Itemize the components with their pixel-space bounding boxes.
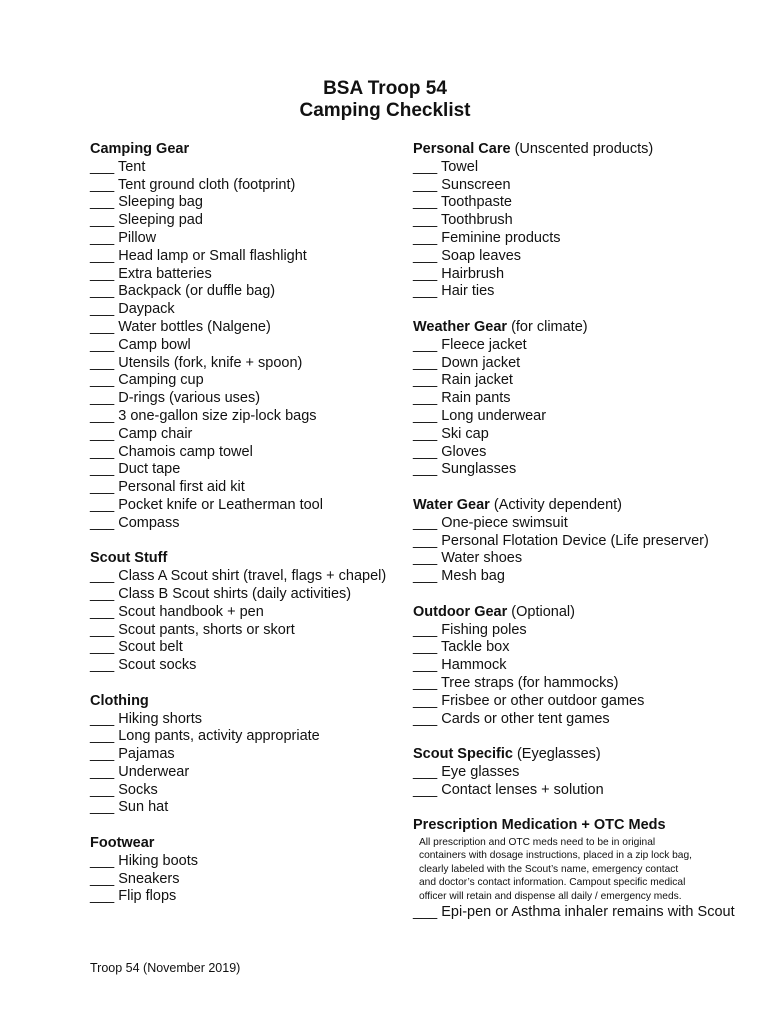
- checklist-item: [90, 479, 408, 497]
- checkbox-blank[interactable]: ___: [90, 514, 115, 531]
- checklist-item: [90, 604, 408, 622]
- item-label: Underwear: [118, 763, 190, 780]
- note-line: containers with dosage instructions, placed in a zip lock bag,: [419, 850, 692, 862]
- right-column: [413, 141, 753, 939]
- checklist-item: [90, 799, 408, 817]
- item-label: Sunglasses: [441, 461, 517, 478]
- checklist-item: [90, 426, 408, 444]
- item-label: Socks: [118, 781, 158, 798]
- medication-note: [413, 836, 753, 903]
- checkbox-blank[interactable]: ___: [413, 194, 438, 211]
- checklist-item: [90, 248, 408, 266]
- item-label: Rain jacket: [441, 372, 513, 389]
- checkbox-blank[interactable]: ___: [90, 852, 115, 869]
- checklist-item: [90, 586, 408, 604]
- checklist-item: [413, 177, 753, 195]
- checkbox-blank[interactable]: ___: [90, 781, 115, 798]
- checklist-item: [413, 426, 753, 444]
- checklist-item: [90, 711, 408, 729]
- section-heading: [413, 746, 753, 764]
- checkbox-blank[interactable]: ___: [413, 283, 438, 300]
- checkbox-blank[interactable]: ___: [90, 461, 115, 478]
- footer-text: Troop 54 (November 2019): [90, 961, 241, 975]
- checklist-item: [413, 550, 753, 568]
- item-label: Gloves: [441, 443, 487, 460]
- note-line: All prescription and OTC meds need to be in original: [419, 837, 656, 849]
- section-heading-note: (Eyeglasses): [516, 746, 601, 763]
- section-heading-bold: Scout Stuff: [90, 550, 168, 567]
- item-label: Flip flops: [118, 888, 177, 905]
- section-heading-bold: Weather Gear: [413, 318, 508, 335]
- checklist-item: [90, 782, 408, 800]
- checklist-item: [90, 319, 408, 337]
- item-label: Hair ties: [441, 283, 495, 300]
- section-heading-note: (Unscented products): [514, 141, 654, 157]
- checkbox-blank[interactable]: ___: [413, 514, 438, 531]
- item-label: Head lamp or Small flashlight: [118, 247, 307, 264]
- checkbox-blank[interactable]: ___: [413, 372, 438, 389]
- checkbox-blank[interactable]: ___: [413, 212, 438, 229]
- checklist-item: [413, 568, 753, 586]
- checkbox-blank[interactable]: ___: [413, 781, 438, 798]
- checklist-item: [90, 266, 408, 284]
- checklist-item: [90, 639, 408, 657]
- checkbox-blank[interactable]: ___: [413, 692, 438, 709]
- item-label: Pillow: [118, 229, 157, 246]
- item-label: D-rings (various uses): [118, 390, 261, 407]
- item-label: Frisbee or other outdoor games: [441, 692, 645, 709]
- item-label: Mesh bag: [441, 568, 505, 585]
- checklist-item: [413, 337, 753, 355]
- checkbox-blank[interactable]: ___: [90, 763, 115, 780]
- section-scout-specific: [413, 746, 753, 799]
- item-label: Hiking boots: [118, 852, 199, 869]
- left-column: [90, 141, 408, 924]
- section-outdoor-gear: [413, 604, 753, 729]
- item-label: Toothpaste: [440, 194, 512, 211]
- item-label: Class B Scout shirts (daily activities): [118, 585, 352, 602]
- checkbox-blank[interactable]: ___: [90, 496, 115, 513]
- item-label: Compass: [118, 514, 180, 531]
- checkbox-blank[interactable]: ___: [90, 247, 115, 264]
- checkbox-blank[interactable]: ___: [90, 746, 115, 763]
- checkbox-blank[interactable]: ___: [90, 621, 115, 638]
- checkbox-blank[interactable]: ___: [90, 354, 115, 371]
- section-footwear: [90, 835, 408, 906]
- item-label: Pocket knife or Leatherman tool: [118, 496, 323, 513]
- checkbox-blank[interactable]: ___: [90, 888, 115, 905]
- checkbox-blank[interactable]: ___: [413, 425, 438, 442]
- checkbox-blank[interactable]: ___: [90, 639, 115, 656]
- checkbox-blank[interactable]: ___: [413, 158, 438, 175]
- checkbox-blank[interactable]: ___: [90, 372, 115, 389]
- checkbox-blank[interactable]: ___: [90, 336, 115, 353]
- checkbox-blank[interactable]: ___: [90, 390, 115, 407]
- checkbox-blank[interactable]: ___: [413, 568, 438, 585]
- checkbox-blank[interactable]: ___: [413, 550, 438, 567]
- item-label: Epi-pen or Asthma inhaler remains with Scout: [441, 904, 735, 921]
- checklist-item: [90, 372, 408, 390]
- section-weather-gear: [413, 319, 753, 479]
- checkbox-blank[interactable]: ___: [90, 425, 115, 442]
- item-label: Pajamas: [118, 746, 175, 763]
- checkbox-blank[interactable]: ___: [90, 728, 115, 745]
- section-heading-note: (Activity dependent): [493, 496, 623, 513]
- item-label: Personal first aid kit: [118, 479, 245, 496]
- checkbox-blank[interactable]: ___: [413, 176, 438, 193]
- item-label: Tree straps (for hammocks): [440, 674, 619, 691]
- item-label: Hammock: [441, 657, 507, 674]
- item-label: Toothbrush: [440, 212, 513, 229]
- checklist-item: [90, 301, 408, 319]
- checklist-item: [90, 355, 408, 373]
- checkbox-blank[interactable]: ___: [90, 301, 115, 318]
- section-heading: Prescription Medication + OTC Meds: [413, 817, 666, 834]
- checklist-item: [90, 568, 408, 586]
- item-label: Tent: [117, 158, 146, 175]
- section-heading-bold: Clothing: [90, 692, 149, 709]
- checklist-item: [90, 230, 408, 248]
- section-heading-note: (Optional): [511, 603, 575, 620]
- checklist-item: [413, 444, 753, 462]
- section-heading-bold: Personal Care: [413, 141, 511, 157]
- checklist-item: [90, 461, 408, 479]
- item-label: Eye glasses: [441, 763, 520, 780]
- item-label: Down jacket: [441, 354, 521, 371]
- item-label: Long pants, activity appropriate: [118, 728, 320, 745]
- right-sections: [413, 141, 753, 799]
- checkbox-blank[interactable]: ___: [90, 657, 115, 674]
- checklist-item: [90, 408, 408, 426]
- item-label: Towel: [440, 158, 479, 175]
- item-label: Sleeping pad: [118, 212, 203, 229]
- checklist-item: [413, 622, 753, 640]
- item-label: Hiking shorts: [118, 710, 203, 727]
- checklist-item: [90, 622, 408, 640]
- checklist-item: [90, 444, 408, 462]
- checklist-item: [90, 764, 408, 782]
- checklist-item: [413, 675, 753, 693]
- checkbox-blank[interactable]: ___: [413, 265, 438, 282]
- checklist-item: [90, 728, 408, 746]
- checkbox-blank[interactable]: ___: [413, 336, 438, 353]
- checkbox-blank[interactable]: ___: [413, 674, 438, 691]
- checklist-item: [413, 266, 753, 284]
- item-label: Rain pants: [441, 390, 511, 407]
- item-label: Tackle box: [440, 639, 510, 656]
- item-label: Ski cap: [441, 425, 489, 442]
- item-label: Fishing poles: [441, 621, 527, 638]
- checklist-item: [413, 159, 753, 177]
- checklist-item: [90, 159, 408, 177]
- checklist-item: [413, 230, 753, 248]
- checkbox-blank[interactable]: ___: [90, 158, 115, 175]
- checkbox-blank[interactable]: ___: [90, 229, 115, 246]
- checkbox-blank[interactable]: ___: [90, 585, 115, 602]
- item-label: Camping cup: [118, 372, 204, 389]
- section-prescription-medication: [413, 817, 753, 921]
- checklist-item: [90, 497, 408, 515]
- item-label: Scout handbook + pen: [118, 603, 264, 620]
- item-label: Tent ground cloth (footprint): [117, 176, 296, 193]
- section-heading-bold: Scout Specific: [413, 746, 513, 763]
- checklist-item: [413, 764, 753, 782]
- section-heading-bold: Outdoor Gear: [413, 603, 508, 620]
- checkbox-blank[interactable]: ___: [90, 603, 115, 620]
- checkbox-blank[interactable]: ___: [90, 870, 115, 887]
- note-line: and doctor’s contact information. Campout specific medical: [419, 877, 686, 889]
- item-label: Sleeping bag: [118, 194, 203, 211]
- checklist-item: [413, 461, 753, 479]
- section-camping-gear: [90, 141, 408, 533]
- section-clothing: [90, 693, 408, 818]
- checkbox-blank[interactable]: ___: [413, 532, 438, 549]
- checkbox-blank[interactable]: ___: [90, 283, 115, 300]
- title-line-2: Camping Checklist: [299, 100, 471, 121]
- checkbox-blank[interactable]: ___: [413, 247, 438, 264]
- item-label: Duct tape: [118, 461, 181, 478]
- item-label: Sunscreen: [441, 176, 511, 193]
- checkbox-blank[interactable]: ___: [413, 443, 438, 460]
- item-label: Water shoes: [441, 550, 523, 567]
- checklist-item: [413, 903, 753, 921]
- checklist-item: [413, 782, 753, 800]
- section-heading: [413, 497, 753, 515]
- checkbox-blank[interactable]: ___: [413, 904, 438, 921]
- checklist-item: [413, 657, 753, 675]
- checkbox-blank[interactable]: ___: [90, 710, 115, 727]
- checkbox-blank[interactable]: ___: [413, 657, 438, 674]
- checklist-item: [413, 283, 753, 301]
- section-heading-bold: Water Gear: [413, 496, 490, 513]
- section-heading: [90, 141, 408, 159]
- item-label: Soap leaves: [441, 247, 522, 264]
- item-label: Fleece jacket: [441, 336, 527, 353]
- checklist-item: [90, 212, 408, 230]
- checkbox-blank[interactable]: ___: [413, 461, 438, 478]
- checklist-item: [413, 212, 753, 230]
- item-label: Contact lenses + solution: [441, 781, 604, 798]
- item-label: Extra batteries: [118, 265, 212, 282]
- section-heading: [90, 550, 408, 568]
- checkbox-blank[interactable]: ___: [413, 621, 438, 638]
- checklist-item: [413, 248, 753, 266]
- item-label: One-piece swimsuit: [441, 514, 568, 531]
- checklist-item: [90, 746, 408, 764]
- checkbox-blank[interactable]: ___: [413, 710, 438, 727]
- checklist-item: [90, 194, 408, 212]
- section-scout-stuff: [90, 550, 408, 675]
- item-label: Water bottles (Nalgene): [118, 318, 271, 335]
- checklist-item: [90, 853, 408, 871]
- checkbox-blank[interactable]: ___: [90, 443, 115, 460]
- section-personal-care: [413, 141, 753, 301]
- checklist-item: [90, 283, 408, 301]
- checkbox-blank[interactable]: ___: [90, 194, 115, 211]
- checklist-item: [413, 533, 753, 551]
- section-heading: [90, 693, 408, 711]
- item-label: Sun hat: [118, 799, 169, 816]
- checkbox-blank[interactable]: ___: [413, 229, 438, 246]
- checklist-item: [413, 639, 753, 657]
- item-label: Camp chair: [118, 425, 193, 442]
- item-label: Long underwear: [441, 407, 547, 424]
- checklist-item: [90, 177, 408, 195]
- checkbox-blank[interactable]: ___: [413, 390, 438, 407]
- section-heading-note: (for climate): [511, 318, 588, 335]
- checkbox-blank[interactable]: ___: [90, 799, 115, 816]
- note-line: clearly labeled with the Scout’s name, emergency contact: [419, 863, 679, 875]
- item-label: Sneakers: [118, 870, 180, 887]
- checkbox-blank[interactable]: ___: [413, 639, 438, 656]
- item-label: Utensils (fork, knife + spoon): [118, 354, 303, 371]
- checkbox-blank[interactable]: ___: [90, 176, 115, 193]
- checkbox-blank[interactable]: ___: [413, 763, 438, 780]
- item-label: Scout pants, shorts or skort: [118, 621, 295, 638]
- checkbox-blank[interactable]: ___: [90, 212, 115, 229]
- checkbox-blank[interactable]: ___: [413, 354, 438, 371]
- document-title: [0, 78, 770, 122]
- checklist-item: [413, 711, 753, 729]
- item-label: Daypack: [118, 301, 175, 318]
- section-heading: [413, 319, 753, 337]
- item-label: Chamois camp towel: [118, 443, 253, 460]
- checklist-item: [413, 693, 753, 711]
- note-line: officer will retain and dispense all daily / emergency meds.: [419, 890, 682, 902]
- item-label: Camp bowl: [118, 336, 191, 353]
- section-water-gear: [413, 497, 753, 586]
- checklist-item: [413, 355, 753, 373]
- checkbox-blank[interactable]: ___: [90, 479, 115, 496]
- checkbox-blank[interactable]: ___: [90, 265, 115, 282]
- title-line-1: BSA Troop 54: [323, 78, 447, 99]
- checklist-item: [413, 372, 753, 390]
- checklist-item: [90, 390, 408, 408]
- checklist-item: [413, 515, 753, 533]
- section-heading: [413, 141, 753, 159]
- checkbox-blank[interactable]: ___: [90, 568, 115, 585]
- section-heading: [90, 835, 408, 853]
- section-heading: [413, 604, 753, 622]
- item-label: Scout belt: [118, 639, 183, 656]
- checkbox-blank[interactable]: ___: [90, 318, 115, 335]
- checklist-item: [413, 390, 753, 408]
- checklist-item: [90, 337, 408, 355]
- item-label: Personal Flotation Device (Life preserver): [441, 532, 709, 549]
- checklist-item: [90, 657, 408, 675]
- item-label: Feminine products: [441, 229, 561, 246]
- item-label: Cards or other tent games: [441, 710, 610, 727]
- item-label: Class A Scout shirt (travel, flags + chapel): [118, 568, 387, 585]
- section-heading-bold: Camping Gear: [90, 141, 190, 157]
- checklist-item: [90, 515, 408, 533]
- section-heading-bold: Footwear: [90, 835, 155, 852]
- checkbox-blank[interactable]: ___: [413, 407, 438, 424]
- checklist-item: [90, 888, 408, 906]
- item-label: Scout socks: [118, 657, 197, 674]
- checkbox-blank[interactable]: ___: [90, 407, 115, 424]
- checklist-item: [413, 194, 753, 212]
- checklist-item: [413, 408, 753, 426]
- item-label: 3 one-gallon size zip-lock bags: [118, 407, 317, 424]
- item-label: Backpack (or duffle bag): [118, 283, 276, 300]
- item-label: Hairbrush: [441, 265, 505, 282]
- checklist-item: [90, 871, 408, 889]
